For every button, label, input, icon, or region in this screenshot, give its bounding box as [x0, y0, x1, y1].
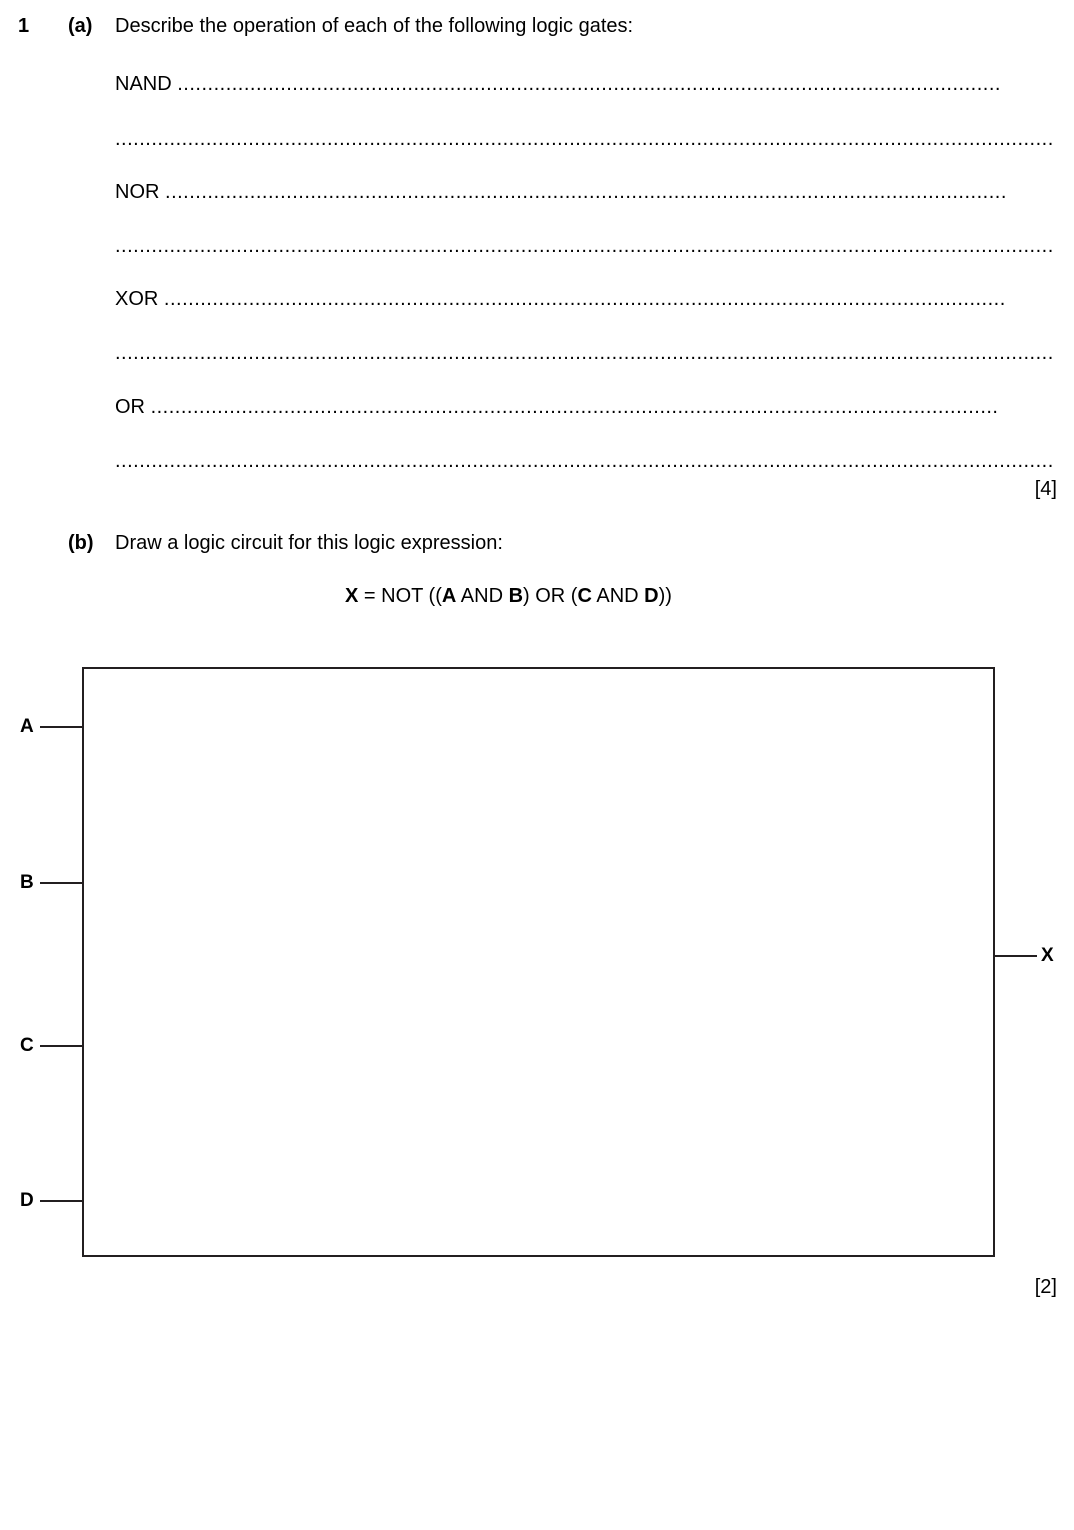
dotted-rule: ...........................................................................................................................................	[165, 181, 1007, 203]
expression-and-2: AND	[591, 585, 645, 607]
circuit-input-label-d: D	[20, 1190, 34, 1211]
expression-input-a: A	[441, 585, 457, 607]
circuit-input-label-b: B	[20, 872, 34, 893]
dotted-rule: ...........................................................................................................................................	[163, 288, 1006, 310]
circuit-input-label-c: C	[20, 1035, 34, 1056]
dotted-rule: ........................................................................................................................................	[177, 73, 1001, 95]
answer-line-nand[interactable]	[115, 73, 1057, 96]
circuit-lead-x	[993, 955, 1037, 957]
gate-label-xor: XOR	[115, 288, 159, 310]
expression-middle: ) OR (	[523, 585, 578, 607]
question-number: 1	[18, 15, 30, 37]
logic-expression	[345, 585, 672, 608]
answer-line-blank-3[interactable]: ...........................................................................................................................................................	[115, 342, 1054, 364]
marks-part-b: [2]	[1034, 1276, 1057, 1298]
answer-line-or[interactable]	[115, 396, 1057, 419]
gate-label-or: OR	[115, 396, 145, 418]
circuit-lead-d	[40, 1200, 84, 1202]
gate-label-nand: NAND	[115, 73, 172, 95]
expression-close: ))	[658, 585, 672, 607]
gate-label-nor: NOR	[115, 181, 160, 203]
answer-line-blank-1[interactable]: ...........................................................................................................................................................	[115, 128, 1054, 150]
circuit-input-label-a: A	[20, 716, 34, 737]
circuit-lead-c	[40, 1045, 84, 1047]
dotted-rule: ............................................................................................................................................	[150, 396, 999, 418]
expression-equals: = NOT ((	[358, 585, 442, 607]
expression-and-1: AND	[456, 585, 509, 607]
answer-line-blank-4[interactable]: ...........................................................................................................................................................	[115, 450, 1054, 472]
marks-part-a: [4]	[1034, 478, 1057, 500]
circuit-drawing-area[interactable]	[82, 667, 995, 1257]
circuit-lead-b	[40, 882, 84, 884]
answer-line-blank-2[interactable]: ...........................................................................................................................................................	[115, 235, 1054, 257]
expression-output: X	[345, 585, 359, 607]
expression-input-b: B	[508, 585, 524, 607]
circuit-lead-a	[40, 726, 84, 728]
expression-input-c: C	[577, 585, 592, 607]
expression-input-d: D	[644, 585, 659, 607]
part-b-instruction: Draw a logic circuit for this logic expression:	[115, 532, 503, 554]
answer-line-xor[interactable]	[115, 288, 1057, 311]
part-a-label: (a)	[68, 15, 93, 37]
part-b-label: (b)	[68, 532, 94, 554]
part-a-instruction: Describe the operation of each of the following logic gates:	[115, 15, 634, 37]
answer-line-nor[interactable]	[115, 181, 1057, 204]
circuit-output-label-x: X	[1041, 945, 1054, 966]
